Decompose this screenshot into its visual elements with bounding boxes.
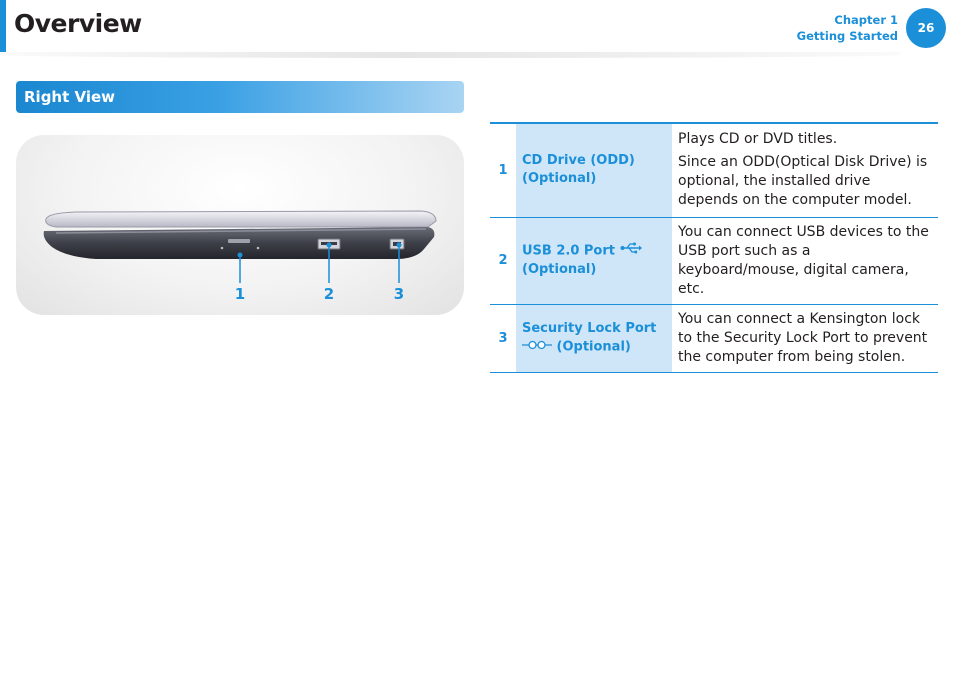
component-optional: (Optional) [522,261,597,277]
component-description [672,304,938,372]
chapter-info [797,12,898,44]
page-number: 26 [917,21,935,35]
component-number: 1 [490,123,516,217]
component-name: CD Drive (ODD) [522,153,635,169]
header-divider [0,52,900,58]
header-accent-bar [0,0,6,52]
component-description [672,217,938,304]
table-row [490,217,938,304]
callout-2: 2 [323,285,335,303]
description-line: You can connect USB devices to the USB port such as a keyboard/mouse, digital camera, etc. [678,223,929,297]
component-number: 2 [490,217,516,304]
description-line: You can connect a Kensington lock to the Security Lock Port to prevent the computer from being stolen. [678,310,928,365]
component-name: USB 2.0 Port [522,243,615,259]
component-description [672,123,938,217]
component-name-cell [516,123,672,217]
component-name: Security Lock Port [522,320,657,336]
callout-3: 3 [393,285,405,303]
component-name-cell [516,304,672,372]
section-banner [16,81,464,113]
page-number-badge [906,8,946,48]
component-table [490,122,938,373]
kensington-lock-icon [522,338,552,356]
description-line: Since an ODD(Optical Disk Drive) is optional, the installed drive depends on the computer model. [678,154,928,209]
laptop-right-view-illustration [16,135,464,315]
component-optional: (Optional) [556,339,631,355]
chapter-label: Chapter 1 [834,13,898,27]
component-name-cell [516,217,672,304]
chapter-title: Getting Started [796,29,898,43]
description-line: Plays CD or DVD titles. [678,131,838,148]
component-number: 3 [490,304,516,372]
table-row [490,304,938,372]
table-row [490,123,938,217]
component-optional: (Optional) [522,171,597,187]
callout-1: 1 [234,285,246,303]
usb-icon [620,242,642,260]
section-title: Right View [24,88,116,106]
page-title: Overview [14,9,142,38]
